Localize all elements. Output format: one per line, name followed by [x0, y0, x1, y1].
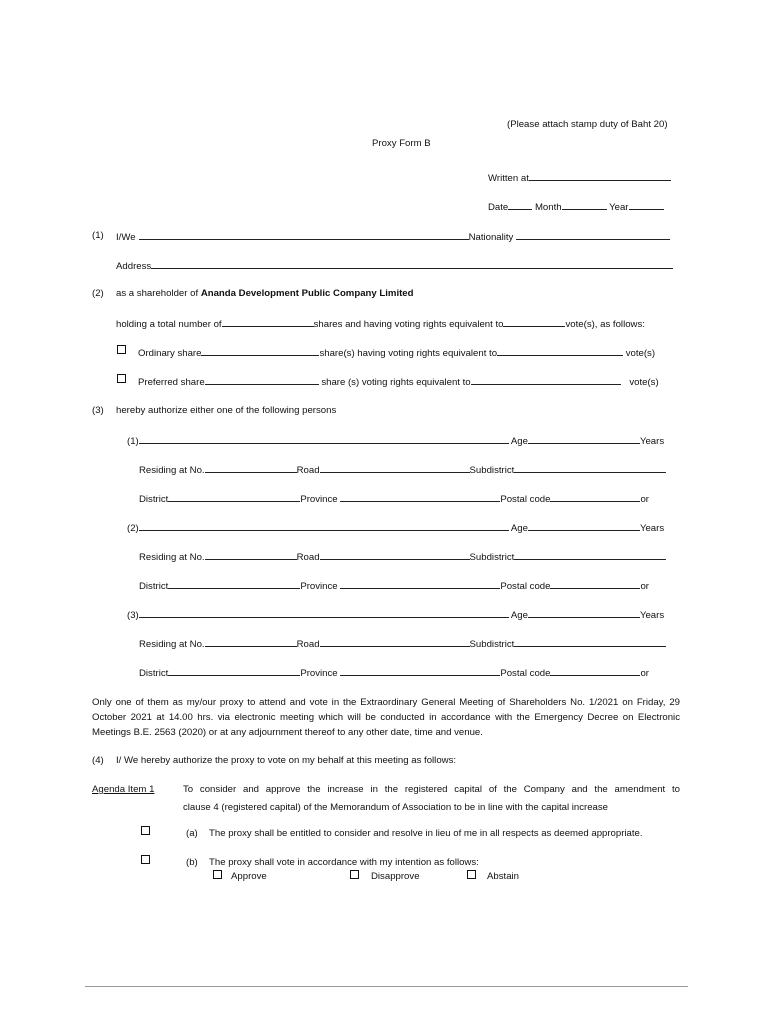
- section4-number: (4): [92, 755, 104, 766]
- proxy3-name-field[interactable]: [139, 608, 509, 618]
- district-label: District: [139, 581, 169, 592]
- years-label: Years: [639, 436, 665, 447]
- written-at-label: Written at: [488, 173, 529, 184]
- or-label: or: [640, 668, 649, 679]
- or-label: or: [640, 581, 649, 592]
- province-label: Province: [300, 668, 338, 679]
- proxy1-house-no-field[interactable]: [205, 463, 297, 473]
- proxy1-district-row: [139, 492, 649, 506]
- years-label: Years: [639, 610, 665, 621]
- subdistrict-label: Subdistrict: [469, 465, 515, 476]
- proxy1-road-field[interactable]: [320, 463, 470, 473]
- proxy3-age-field[interactable]: [528, 608, 640, 618]
- proxy2-district-field[interactable]: [168, 579, 300, 589]
- ordinary-end-label: vote(s): [625, 348, 656, 359]
- proxy1-number: (1): [127, 436, 139, 447]
- address-row: [116, 259, 673, 273]
- proxy2-postal-field[interactable]: [550, 579, 640, 589]
- proxy2-age-field[interactable]: [528, 521, 640, 531]
- nationality-field[interactable]: [516, 230, 670, 240]
- section4-text: I/ We hereby authorize the proxy to vote on my behalf at this meeting as follows:: [116, 755, 457, 766]
- proxy2-name-field[interactable]: [139, 521, 509, 531]
- proxy3-postal-field[interactable]: [550, 666, 640, 676]
- ordinary-share-checkbox[interactable]: [117, 345, 126, 354]
- preferred-shares-field[interactable]: [205, 375, 319, 385]
- proxy2-residing-row: [139, 550, 666, 564]
- proxy3-subdistrict-field[interactable]: [514, 637, 666, 647]
- option-b-text: The proxy shall vote in accordance with my intention as follows:: [209, 857, 479, 868]
- preferred-share-checkbox[interactable]: [117, 374, 126, 383]
- address-label: Address: [116, 261, 152, 272]
- ordinary-shares-field[interactable]: [201, 346, 319, 356]
- proxy1-residing-row: [139, 463, 666, 477]
- proxy1-name-field[interactable]: [139, 434, 509, 444]
- proxy2-name-row: [127, 521, 664, 535]
- preferred-end-label: vote(s): [629, 377, 659, 388]
- option-a-text: The proxy shall be entitled to consider and resolve in lieu of me in all respects as deemed appropriate.: [209, 828, 643, 839]
- total-votes-field[interactable]: [503, 317, 565, 327]
- month-field[interactable]: [562, 200, 607, 210]
- postal-label: Postal code: [500, 494, 551, 505]
- nationality-label: Nationality: [468, 232, 514, 243]
- postal-label: Postal code: [500, 581, 551, 592]
- proxy3-house-no-field[interactable]: [205, 637, 297, 647]
- proxy3-district-row: [139, 666, 649, 680]
- proxy3-district-field[interactable]: [168, 666, 300, 676]
- or-label: or: [640, 494, 649, 505]
- section1-name-row: [116, 230, 670, 244]
- year-label: Year: [609, 202, 629, 213]
- address-field[interactable]: [151, 259, 673, 269]
- proxy1-district-field[interactable]: [168, 492, 300, 502]
- preferred-share-label: Preferred share: [138, 377, 205, 388]
- age-label: Age: [510, 610, 528, 621]
- month-label: Month: [534, 202, 562, 213]
- proxy3-name-row: [127, 608, 664, 622]
- votes-follows-label: vote(s), as follows:: [565, 319, 645, 330]
- residing-label: Residing at No.: [139, 639, 205, 650]
- date-label: Date: [488, 202, 509, 213]
- shareholder-prefix: as a shareholder of: [116, 288, 199, 299]
- agenda-line-1: To consider and approve the increase in the registered capital of the Company and the amendment to: [183, 784, 680, 795]
- proxy2-subdistrict-field[interactable]: [514, 550, 666, 560]
- postal-label: Postal code: [500, 668, 551, 679]
- footer-divider: [85, 986, 688, 987]
- iwe-label: I/We: [116, 232, 136, 243]
- residing-label: Residing at No.: [139, 552, 205, 563]
- holding-label: holding a total number of: [116, 319, 222, 330]
- proxy1-subdistrict-field[interactable]: [514, 463, 666, 473]
- year-field[interactable]: [629, 200, 664, 210]
- road-label: Road: [296, 639, 320, 650]
- section2-number: (2): [92, 288, 104, 299]
- abstain-checkbox[interactable]: [467, 870, 476, 879]
- written-at-field[interactable]: [529, 171, 671, 181]
- company-name: Ananda Development Public Company Limited: [200, 288, 414, 299]
- subdistrict-label: Subdistrict: [469, 552, 515, 563]
- disapprove-checkbox[interactable]: [350, 870, 359, 879]
- section3-number: (3): [92, 405, 104, 416]
- agenda-item-label: Agenda Item 1: [92, 784, 155, 795]
- proxy2-number: (2): [127, 523, 139, 534]
- province-label: Province: [300, 581, 338, 592]
- holding-row: [116, 317, 645, 331]
- preferred-share-row: [138, 375, 659, 389]
- age-label: Age: [510, 523, 528, 534]
- proxy2-province-field[interactable]: [340, 579, 500, 589]
- proxy2-district-row: [139, 579, 649, 593]
- name-field[interactable]: [139, 230, 469, 240]
- option-b-checkbox[interactable]: [141, 855, 150, 864]
- shareholder-row: [116, 288, 414, 300]
- written-at-row: [488, 171, 671, 185]
- meeting-paragraph: Only one of them as my/our proxy to attend and vote in the Extraordinary General Meeting of Shareholders No. 1/2021 on Friday, 29 October 2021 at 14.00 hrs. via electronic meeting which will be conducted in accordance with the Emergency Decree on Electronic Meetings B.E. 2563 (2020) or at any adjournment thereof to any other date, time and venue.: [92, 697, 680, 738]
- section1-number: (1): [92, 230, 104, 241]
- preferred-votes-field[interactable]: [471, 375, 621, 385]
- proxy3-residing-row: [139, 637, 666, 651]
- option-a-checkbox[interactable]: [141, 826, 150, 835]
- proxy1-province-field[interactable]: [340, 492, 500, 502]
- proxy3-road-field[interactable]: [320, 637, 470, 647]
- disapprove-label: Disapprove: [371, 871, 420, 882]
- shares-having-label: shares and having voting rights equivalent to: [313, 319, 504, 330]
- road-label: Road: [296, 465, 320, 476]
- district-label: District: [139, 494, 169, 505]
- preferred-mid-label: share (s) voting rights equivalent to: [321, 377, 471, 388]
- option-a-number: (a): [186, 828, 198, 839]
- ordinary-votes-field[interactable]: [497, 346, 623, 356]
- proxy1-age-field[interactable]: [528, 434, 640, 444]
- subdistrict-label: Subdistrict: [469, 639, 515, 650]
- approve-checkbox[interactable]: [213, 870, 222, 879]
- proxy2-house-no-field[interactable]: [205, 550, 297, 560]
- section3-text: hereby authorize either one of the following persons: [116, 405, 337, 416]
- option-b-number: (b): [186, 857, 198, 868]
- proxy2-road-field[interactable]: [320, 550, 470, 560]
- agenda-line-2: clause 4 (registered capital) of the Memorandum of Association to be in line with the capital increase: [183, 802, 609, 813]
- total-shares-field[interactable]: [222, 317, 314, 327]
- form-title: Proxy Form B: [372, 138, 431, 149]
- proxy1-postal-field[interactable]: [550, 492, 640, 502]
- abstain-label: Abstain: [487, 871, 519, 882]
- district-label: District: [139, 668, 169, 679]
- residing-label: Residing at No.: [139, 465, 205, 476]
- ordinary-share-row: [138, 346, 655, 360]
- proxy3-province-field[interactable]: [340, 666, 500, 676]
- date-field[interactable]: [508, 200, 532, 210]
- ordinary-share-label: Ordinary share: [138, 348, 202, 359]
- road-label: Road: [296, 552, 320, 563]
- proxy3-number: (3): [127, 610, 139, 621]
- proxy1-name-row: [127, 434, 664, 448]
- approve-label: Approve: [231, 871, 267, 882]
- years-label: Years: [639, 523, 665, 534]
- province-label: Province: [300, 494, 338, 505]
- age-label: Age: [510, 436, 528, 447]
- date-row: [488, 200, 664, 214]
- stamp-duty-note: (Please attach stamp duty of Baht 20): [507, 119, 668, 130]
- ordinary-mid-label: share(s) having voting rights equivalent to: [319, 348, 498, 359]
